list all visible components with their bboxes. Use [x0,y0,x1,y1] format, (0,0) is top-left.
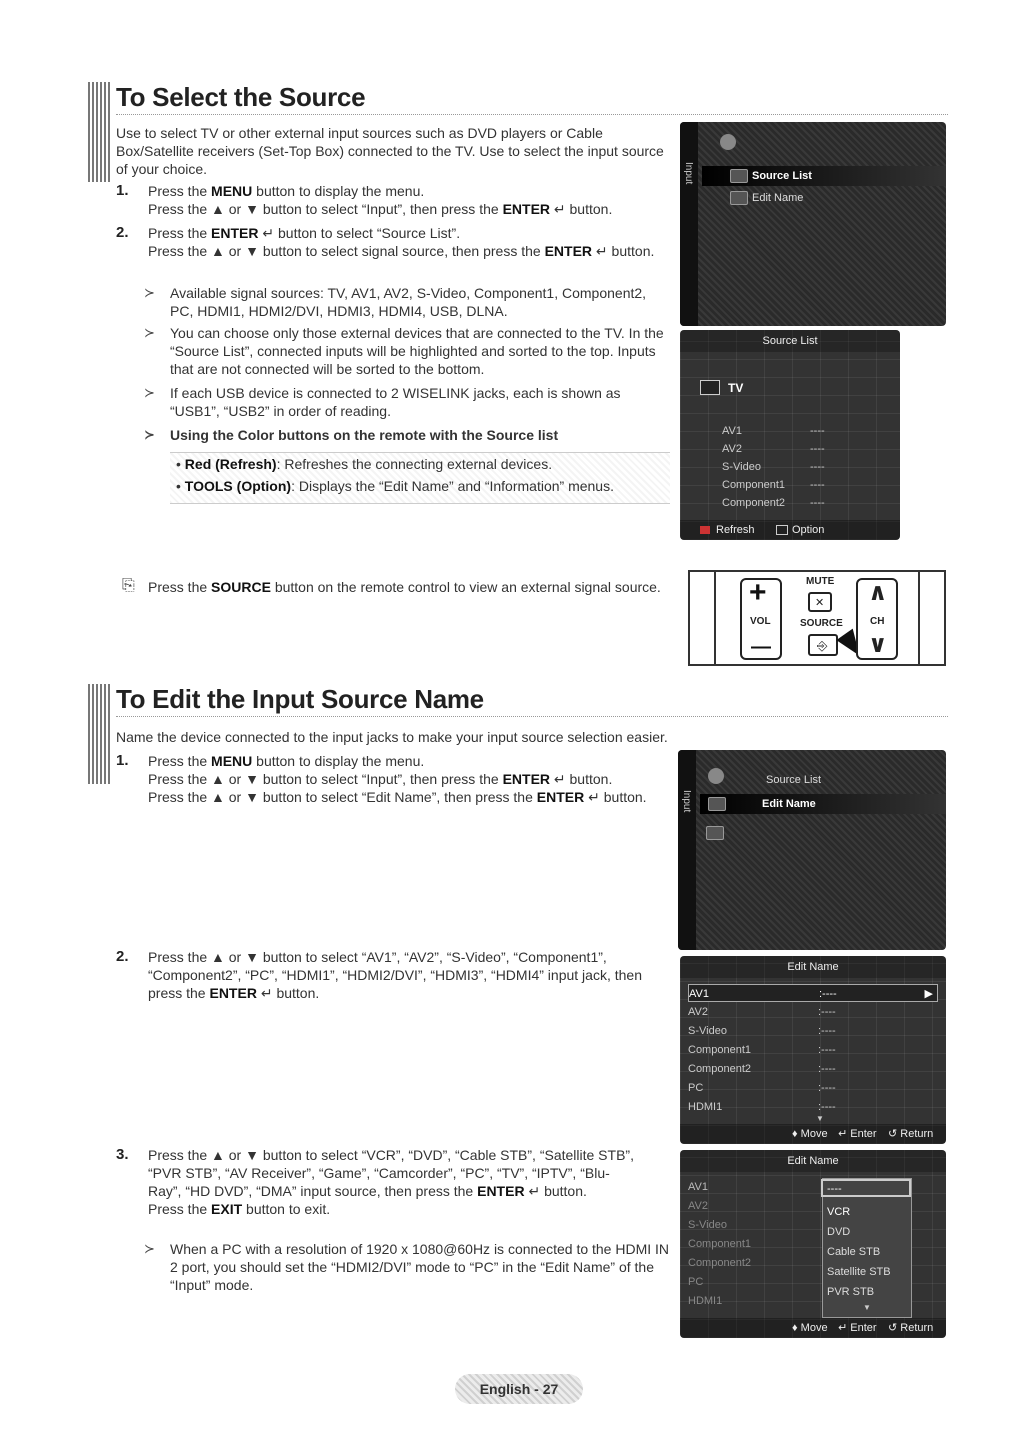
tools-icon [776,525,788,535]
edit-name-panel [680,956,946,1144]
step-text: ↵ button. [584,789,647,805]
step-3-text [148,1146,638,1218]
source-list-panel [680,330,900,540]
osd-sidebar [680,122,698,326]
edit-name-dropdown-panel [680,1150,946,1338]
note-color-buttons [144,426,670,444]
panel-title: Edit Name [680,1150,946,1172]
enter-keyword: ENTER [209,985,257,1001]
remote-edge [918,572,920,664]
step-text: Press the [148,753,212,769]
ch-down-icon: ∨ [868,631,888,658]
remote-tip [122,577,668,596]
edit-row-name: Component2 [688,1257,751,1269]
color-button-refresh: • Red (Refresh): Refreshes the connecting external devices. [176,456,553,472]
remote-control-illustration [688,570,946,666]
edit-row[interactable] [688,1003,938,1021]
step-1-text [148,182,678,218]
step-number: 1. [116,752,129,769]
osd-item-label: Edit Name [762,798,816,810]
edit-row-name: S-Video [688,1025,727,1037]
step-text: button to display the menu. [252,183,425,199]
note-arrow-icon: ≻ [144,285,155,300]
footer-refresh[interactable]: Refresh [716,524,755,536]
note-text: Available signal sources: TV, AV1, AV2, S-Video, Component1, Component2, PC, HDMI1, HDMI2/DVI, HDMI3, HDMI4, USB, DLNA. [170,285,647,319]
osd-item-label: Edit Name [752,192,804,204]
tools-option-desc: : Displays the “Edit Name” and “Information” menus. [291,478,614,494]
menu-keyword: MENU [211,753,253,769]
source-row[interactable] [722,440,892,458]
tv-icon [700,380,720,395]
edit-row-value: :---- [818,1082,836,1094]
step-text: Press the ▲ or ▼ button to select signal source, then press the [148,243,545,259]
source-row[interactable] [722,476,892,494]
ch-up-icon: ∧ [868,579,888,606]
section-edit-name [88,684,948,720]
step-text: Press the [148,1201,212,1217]
note-usb [144,384,670,420]
edit-row[interactable] [688,1041,938,1059]
page-number: English - 27 [455,1374,583,1404]
enter-keyword: ENTER [502,201,551,217]
tip-text: Press the [148,579,212,595]
source-name: Component2 [722,497,785,509]
scroll-down-icon: ▼ [863,1303,871,1312]
step-text: Press the ▲ or ▼ button to select “Edit Name”, then press the [148,789,537,805]
panel-footer [680,1124,946,1144]
section-bars-decoration [88,82,110,182]
osd-item-label: Source List [766,774,822,786]
exit-keyword: EXIT [211,1201,243,1217]
edit-icon [706,826,724,840]
edit-row-name: HDMI1 [688,1101,723,1113]
edit-row[interactable] [688,1060,938,1078]
step-1-text [148,752,668,806]
footer-option[interactable]: Option [792,524,825,536]
dropdown-option[interactable]: Cable STB [827,1246,881,1258]
note-pc-resolution [144,1240,670,1294]
footer-return[interactable]: ↺ Return [888,1322,934,1334]
step-number: 1. [116,182,129,199]
dropdown-option[interactable]: DVD [827,1226,851,1238]
mute-button[interactable] [808,592,832,612]
dropdown-current[interactable]: ---- [821,1179,911,1197]
input-icon [708,797,726,811]
enter-keyword: ENTER [502,771,551,787]
section-title: To Select the Source [116,82,366,112]
note-connected [144,324,670,378]
menu-keyword: MENU [211,183,253,199]
step-text: ↵ button. [524,1183,587,1199]
scroll-down-icon: ▼ [816,1114,824,1123]
edit-row[interactable] [688,1022,938,1040]
source-row[interactable] [722,458,892,476]
osd-sidebar [678,750,696,950]
osd-sidebar-label: Input [683,162,694,185]
step-text: ↵ button. [592,243,655,259]
source-name: AV1 [722,425,742,437]
panel-title: Edit Name [680,956,946,978]
note-text: If each USB device is connected to 2 WISELINK jacks, each is shown as “USB1”, “USB2” in order of reading. [170,385,621,419]
color-button-tools: • TOOLS (Option): Displays the “Edit Name” and “Information” menus. [176,478,614,494]
intro-text: Use to select TV or other external input sources such as DVD players or Cable Box/Satellite receivers (Set-Top Box) connected to the TV. Use to select the input source of your choice. [116,125,664,177]
vol-down-icon: — [751,636,771,658]
section-rule [116,114,948,115]
osd-sidebar-label: Input [681,790,692,813]
note-arrow-icon: ≻ [144,1241,155,1256]
enter-keyword: ENTER [536,789,585,805]
step-number: 2. [116,224,129,241]
enter-keyword: ENTER [211,225,259,241]
dropdown-option[interactable]: PVR STB [827,1286,875,1298]
source-value: ---- [810,425,825,437]
edit-icon [730,191,748,205]
remote-edge [714,572,716,664]
ch-rocker[interactable] [856,578,898,660]
edit-row-name: Component2 [688,1063,751,1075]
step-text: Press the [148,225,212,241]
section-title: To Edit the Input Source Name [116,684,484,714]
dropdown-option[interactable]: VCR [827,1206,851,1218]
source-tv[interactable] [686,378,894,398]
section-select-source [88,82,948,118]
section-rule [116,716,948,717]
edit-row-value: :---- [818,1044,836,1056]
source-value: ---- [810,443,825,455]
osd-input-menu-edit [678,750,946,950]
red-refresh-desc: : Refreshes the connecting external devices. [276,456,553,472]
source-keyword: SOURCE [211,579,271,595]
source-name: Component1 [722,479,785,491]
step-2-text [148,224,668,260]
edit-row[interactable] [688,1098,938,1116]
source-row[interactable] [722,494,892,512]
edit-row-name: S-Video [688,1219,727,1231]
panel-footer [680,520,900,540]
source-name: S-Video [722,461,761,473]
step-2-text [148,948,658,1002]
edit-row-name: AV1 [688,1181,708,1193]
ch-label: CH [870,616,885,627]
panel-title: Source List [680,330,900,352]
edit-row-name: AV1 [689,988,709,1000]
osd-item-edit-name[interactable] [702,188,946,208]
step-text: ↵ button. [256,985,320,1001]
source-label: SOURCE [800,618,843,629]
edit-row-name: AV2 [688,1006,708,1018]
play-arrow-icon: ▶ [924,988,933,1000]
edit-row-name: Component1 [688,1238,751,1250]
name-dropdown[interactable] [822,1178,912,1318]
edit-row-selected[interactable] [688,984,938,1002]
mute-label: MUTE [806,576,835,587]
osd-item-label: Source List [752,170,812,182]
edit-row-name: PC [688,1276,704,1288]
footer-return[interactable]: ↺ Return [888,1128,934,1140]
source-button[interactable] [808,634,838,656]
note-arrow-icon: ≻ [144,325,155,340]
step-text: Press the ▲ or ▼ button to select “Input”, then press the [148,201,503,217]
step-number: 2. [116,948,129,965]
step-text: button to display the menu. [252,753,425,769]
edit-row-name: Component1 [688,1044,751,1056]
note-sources [144,284,670,320]
step-text: Press the ▲ or ▼ button to select “AV1”, “AV2”, “S-Video”, “Component1”, “Component2”, “PC”, “HDMI1”, “HDMI2/DVI”, “HDMI3”, “HDMI4” input jack, then press the [148,949,642,1001]
edit-row-value: :---- [818,1063,836,1075]
input-icon [730,169,748,183]
footer-enter[interactable]: ↵ Enter [838,1128,877,1140]
step-text: Press the ▲ or ▼ button to select “Input”, then press the [148,771,503,787]
enter-keyword: ENTER [477,1183,525,1199]
source-value: ---- [810,461,825,473]
red-button-icon [700,526,710,534]
source-tv-label: TV [728,381,744,395]
edit-row-value: :---- [818,1101,836,1113]
edit-row[interactable] [688,1079,938,1097]
source-value: ---- [810,497,825,509]
footer-enter[interactable]: ↵ Enter [838,1322,877,1334]
step-number: 3. [116,1146,129,1163]
gear-icon [720,134,736,150]
vol-up-icon: + [749,576,767,609]
osd-item-source-list[interactable] [700,770,946,790]
dropdown-option[interactable]: Satellite STB [827,1266,891,1278]
vol-label: VOL [750,616,771,627]
note-text: You can choose only those external devices that are connected to the TV. In the “Source List”, connected inputs will be highlighted and sorted to the top. Inputs that are not connected will be sorted to the bottom. [170,325,664,377]
source-name: AV2 [722,443,742,455]
edit-row-value: :---- [818,1025,836,1037]
osd-item-source-list[interactable] [702,166,946,186]
enter-keyword: ENTER [544,243,593,259]
footer-move: ♦ Move [792,1322,828,1334]
footer-move: ♦ Move [792,1128,828,1140]
edit-row-name: PC [688,1082,704,1094]
step-text: Press the ▲ or ▼ button to select “VCR”, “DVD”, “Cable STB”, “Satellite STB”, “PVR STB”, “AV Receiver”, “Game”, “Camcorder”, “PC”, “TV”, “IPTV”, “Blu-Ray”, “HD DVD”, “DMA” input source, then press the [148,1147,634,1199]
mute-icon: ✕ [815,597,825,609]
edit-row-name: HDMI1 [688,1295,723,1307]
tools-option-label: TOOLS (Option) [184,478,292,494]
note-arrow-icon: ≻ [144,385,155,400]
step-text: ↵ button to select “Source List”. [258,225,461,241]
step-text: ↵ button. [550,771,613,787]
source-value: ---- [810,479,825,491]
source-row[interactable] [722,422,892,440]
note-arrow-icon: ≻ [144,427,155,442]
red-refresh-label: Red (Refresh) [184,456,277,472]
intro-text: Name the device connected to the input jacks to make your input source selection easier. [116,729,668,745]
source-icon: ⎆ [817,638,828,653]
osd-item-edit-name[interactable] [700,794,946,814]
osd-input-menu [680,122,946,326]
tip-text: button on the remote control to view an external signal source. [270,579,661,595]
tip-icon: ⎘ [122,577,135,594]
section-bars-decoration [88,684,110,784]
edit-row-value: :---- [818,1006,836,1018]
edit-row-name: AV2 [688,1200,708,1212]
step-text: Press the [148,183,212,199]
vol-rocker[interactable] [740,578,782,660]
step-text: button to exit. [242,1201,331,1217]
step-text: ↵ button. [550,201,613,217]
note-text: When a PC with a resolution of 1920 x 1080@60Hz is connected to the HDMI IN 2 port, you should set the “HDMI2/DVI” mode to “PC” in the “Edit Name” of the “Input” mode. [170,1241,670,1293]
panel-footer [680,1318,946,1338]
edit-row-value: :---- [819,988,837,1000]
color-buttons-box [170,452,670,504]
note-text: Using the Color buttons on the remote with the Source list [170,427,559,443]
